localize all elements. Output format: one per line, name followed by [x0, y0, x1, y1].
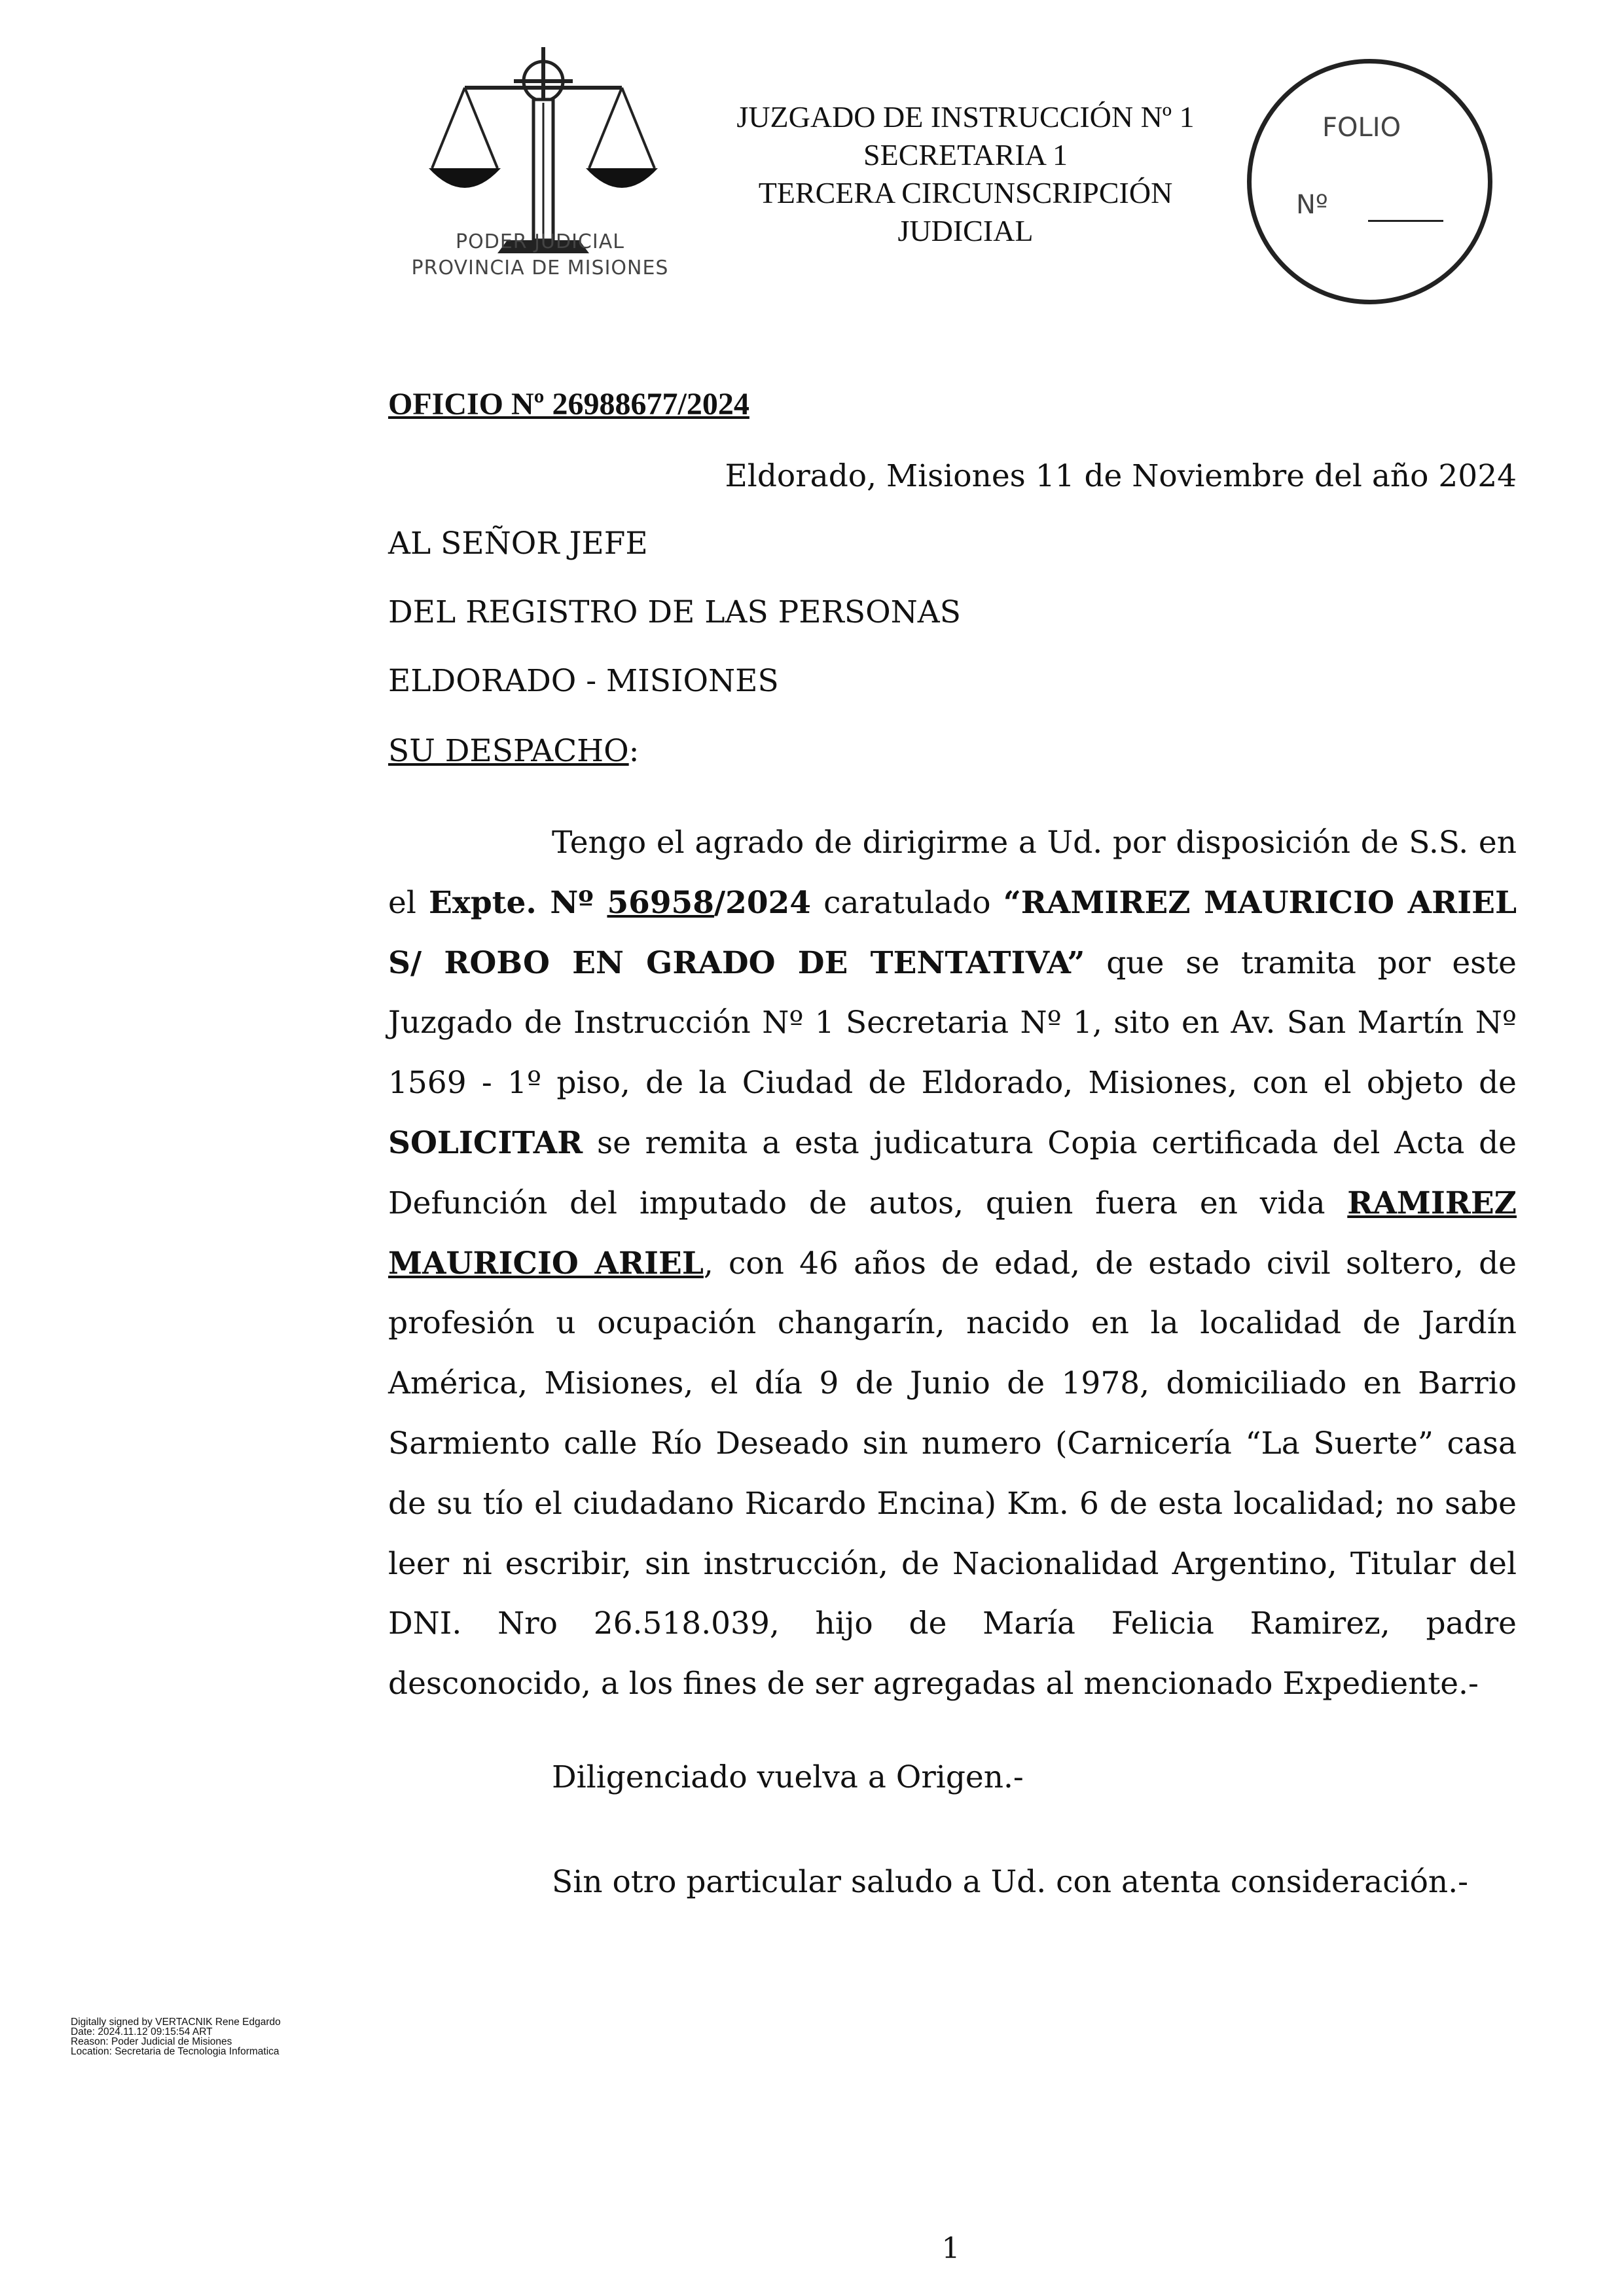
expte-label: Expte. Nº	[429, 884, 607, 921]
body-text-4: se remita a esta judicatura Copia certificada del Acta de Defunción del imputado de autos, quien fuera en vida	[388, 1124, 1517, 1221]
body-text-3: que se tramita por este Juzgado de Instrucción Nº 1 Secretaria Nº 1, sito en Av. San Martín Nº 1569 - 1º piso, de la Ciudad de Eldorado, Misiones, con el objeto de	[388, 944, 1517, 1102]
su-despacho-colon: :	[628, 733, 640, 769]
signature-line-4: Location: Secretaria de Tecnologia Informatica	[71, 2046, 280, 2057]
expte-year: /2024	[713, 884, 811, 921]
signature-line-2: Date: 2024.11.12 09:15:54 ART	[71, 2026, 213, 2037]
court-header	[655, 98, 1276, 250]
body-text-5: , con 46 años de edad, de estado civil soltero, de profesión u ocupación changarín, nacido en la localidad de Jardín América, Misiones, el día 9 de Junio de 1978, domiciliado en Barrio Sarmiento calle Río Deseado sin numero (Carnicería “La Suerte” casa de su tío el ciudadano Ricardo Encina) Km. 6 de esta localidad; no sabe leer ni escribir, sin instrucción, de Nacionalidad Argentino, Titular del DNI. Nro 26.518.039, hijo de María Felicia Ramirez, padre desconocido, a los fines de ser agregadas al mencionado Expediente.-	[388, 1245, 1517, 1702]
body-text-1: Tengo el agrado de dirigirme a Ud. por disposición de S.S. en el	[388, 825, 1517, 921]
closing-line-2: Sin otro particular saludo a Ud. con atenta consideración.-	[552, 1864, 1469, 1900]
address-line-4	[388, 733, 640, 769]
logo-line-2: PROVINCIA DE MISIONES	[411, 257, 669, 279]
digital-signature	[71, 2017, 287, 2056]
court-line-1: JUZGADO DE INSTRUCCIÓN Nº 1	[736, 100, 1195, 134]
logo-caption	[393, 229, 687, 281]
page-number: 1	[941, 2232, 960, 2265]
su-despacho: SU DESPACHO	[388, 733, 629, 769]
body-text-2: caratulado	[810, 884, 1003, 921]
expte-number: 56958	[607, 884, 714, 921]
court-line-3: TERCERA CIRCUNSCRIPCIÓN	[758, 176, 1173, 209]
place-date: Eldorado, Misiones 11 de Noviembre del año 2024	[725, 458, 1517, 494]
logo-line-1: PODER JUDICIAL	[456, 230, 624, 253]
signature-line-1: Digitally signed by VERTACNIK Rene Edgardo	[71, 2017, 281, 2028]
address-line-2: DEL REGISTRO DE LAS PERSONAS	[388, 594, 961, 630]
body-paragraph	[388, 813, 1517, 1714]
closing-line-1: Diligenciado vuelva a Origen.-	[552, 1759, 1024, 1795]
court-line-2: SECRETARIA 1	[863, 138, 1068, 171]
folio-label: FOLIO	[1322, 113, 1401, 143]
imputado-name: RAMIREZ MAURICIO ARIEL	[388, 1185, 1517, 1282]
caratula: “RAMIREZ MAURICIO ARIEL S/ ROBO EN GRADO DE TENTATIVA”	[388, 884, 1517, 981]
oficio-title: OFICIO Nº 26988677/2024	[388, 387, 749, 422]
folio-number-label: Nº	[1296, 190, 1328, 220]
folio-number-line	[1368, 220, 1443, 222]
folio-stamp	[1247, 59, 1492, 304]
court-line-4: JUDICIAL	[897, 214, 1034, 247]
address-line-1: AL SEÑOR JEFE	[388, 526, 648, 562]
solicitar: SOLICITAR	[388, 1124, 583, 1161]
signature-line-3: Reason: Poder Judicial de Misiones	[71, 2036, 232, 2047]
address-line-3: ELDORADO - MISIONES	[388, 663, 779, 699]
